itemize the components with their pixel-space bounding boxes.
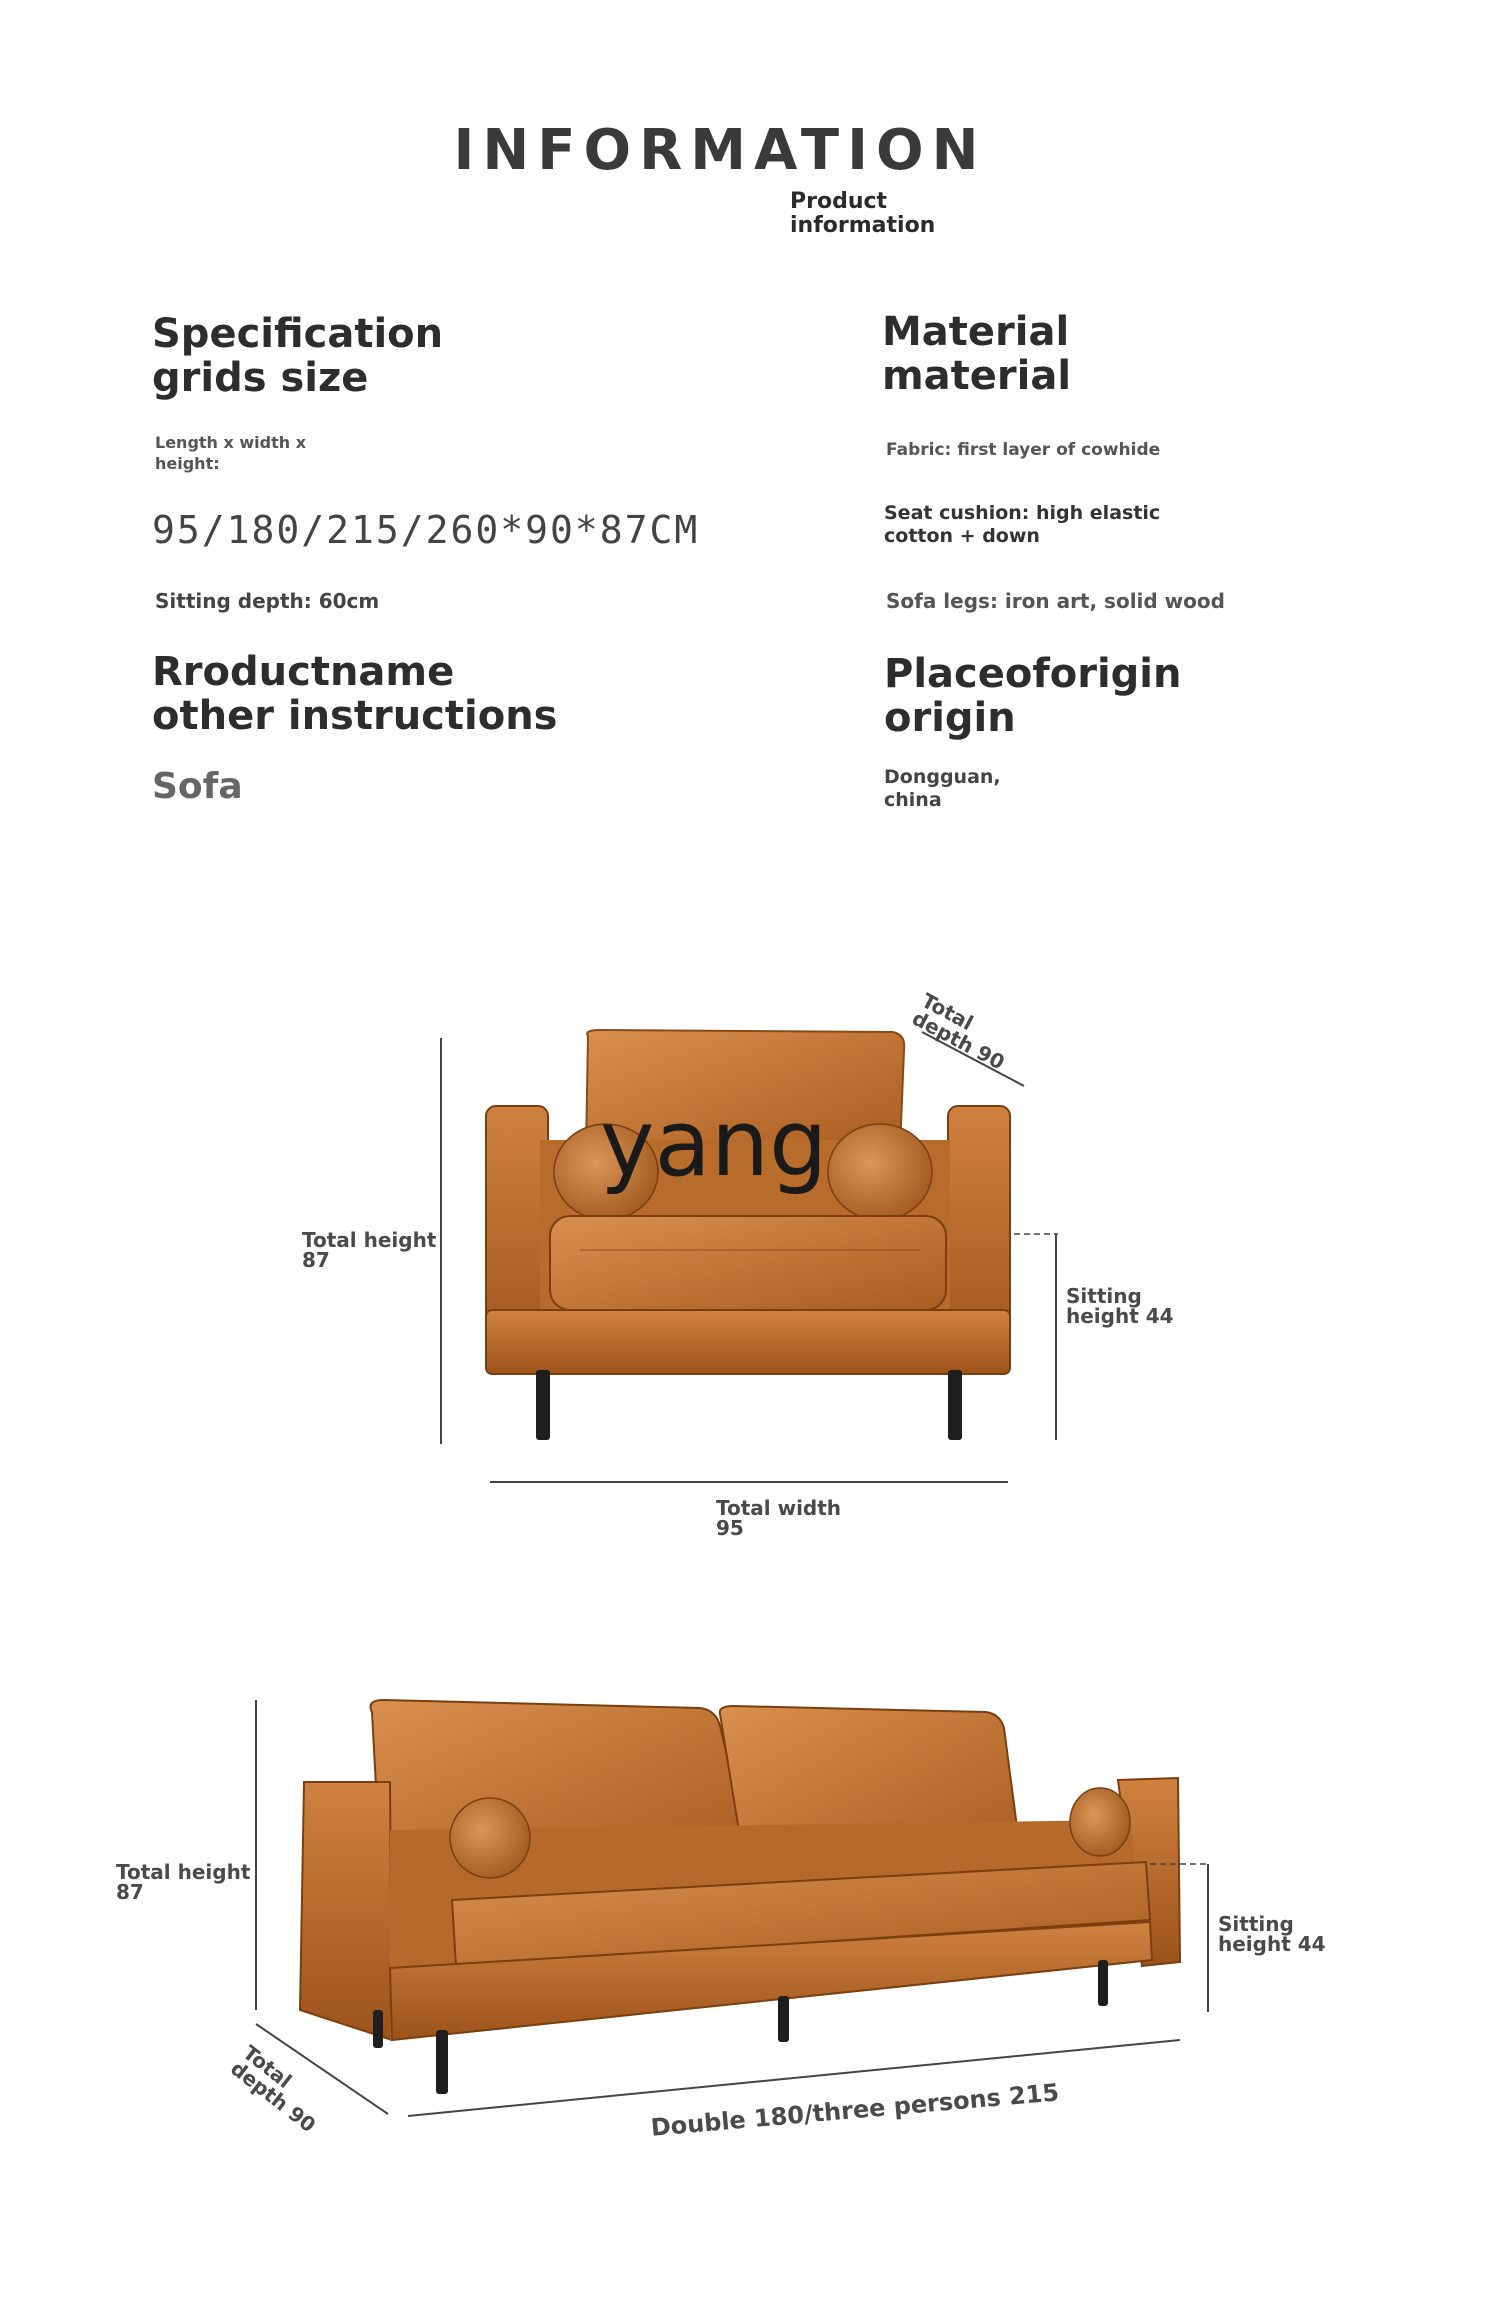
watermark-text: yang bbox=[600, 1090, 828, 1197]
triple-sofa-image bbox=[300, 1700, 1180, 2094]
triple-total-depth-label: Total depth 90 bbox=[226, 2040, 321, 2138]
single-total-depth-label: Total depth 90 bbox=[908, 988, 1009, 1075]
triple-width-label: Double 180/three persons 215 bbox=[649, 2078, 1061, 2142]
triple-sitting-height-label: Sitting height 44 bbox=[1218, 1912, 1326, 1956]
single-total-width-label: Total width 95 bbox=[716, 1496, 842, 1540]
material-seat-cushion: Seat cushion: high elastic cotton + down bbox=[884, 502, 1161, 547]
page-title: INFORMATION bbox=[453, 118, 987, 183]
material-fabric: Fabric: first layer of cowhide bbox=[886, 440, 1161, 460]
dims-label: Length x width x height: bbox=[155, 433, 307, 473]
origin-value: Dongguan, china bbox=[884, 766, 1001, 811]
product-heading: Rroductname other instructions bbox=[152, 649, 558, 739]
spec-heading: Specification grids size bbox=[152, 311, 444, 401]
origin-heading: Placeoforigin origin bbox=[884, 651, 1182, 741]
material-heading: Material material bbox=[882, 309, 1072, 399]
product-name: Sofa bbox=[152, 766, 243, 807]
sitting-depth: Sitting depth: 60cm bbox=[155, 589, 380, 613]
material-legs: Sofa legs: iron art, solid wood bbox=[886, 589, 1225, 613]
dims-value: 95/180/215/260*90*87CM bbox=[152, 508, 700, 552]
single-sitting-height-label: Sitting height 44 bbox=[1066, 1284, 1174, 1328]
single-total-height-label: Total height 87 bbox=[302, 1228, 437, 1272]
triple-total-height-label: Total height 87 bbox=[116, 1860, 251, 1904]
page-subtitle: Product information bbox=[790, 189, 936, 238]
